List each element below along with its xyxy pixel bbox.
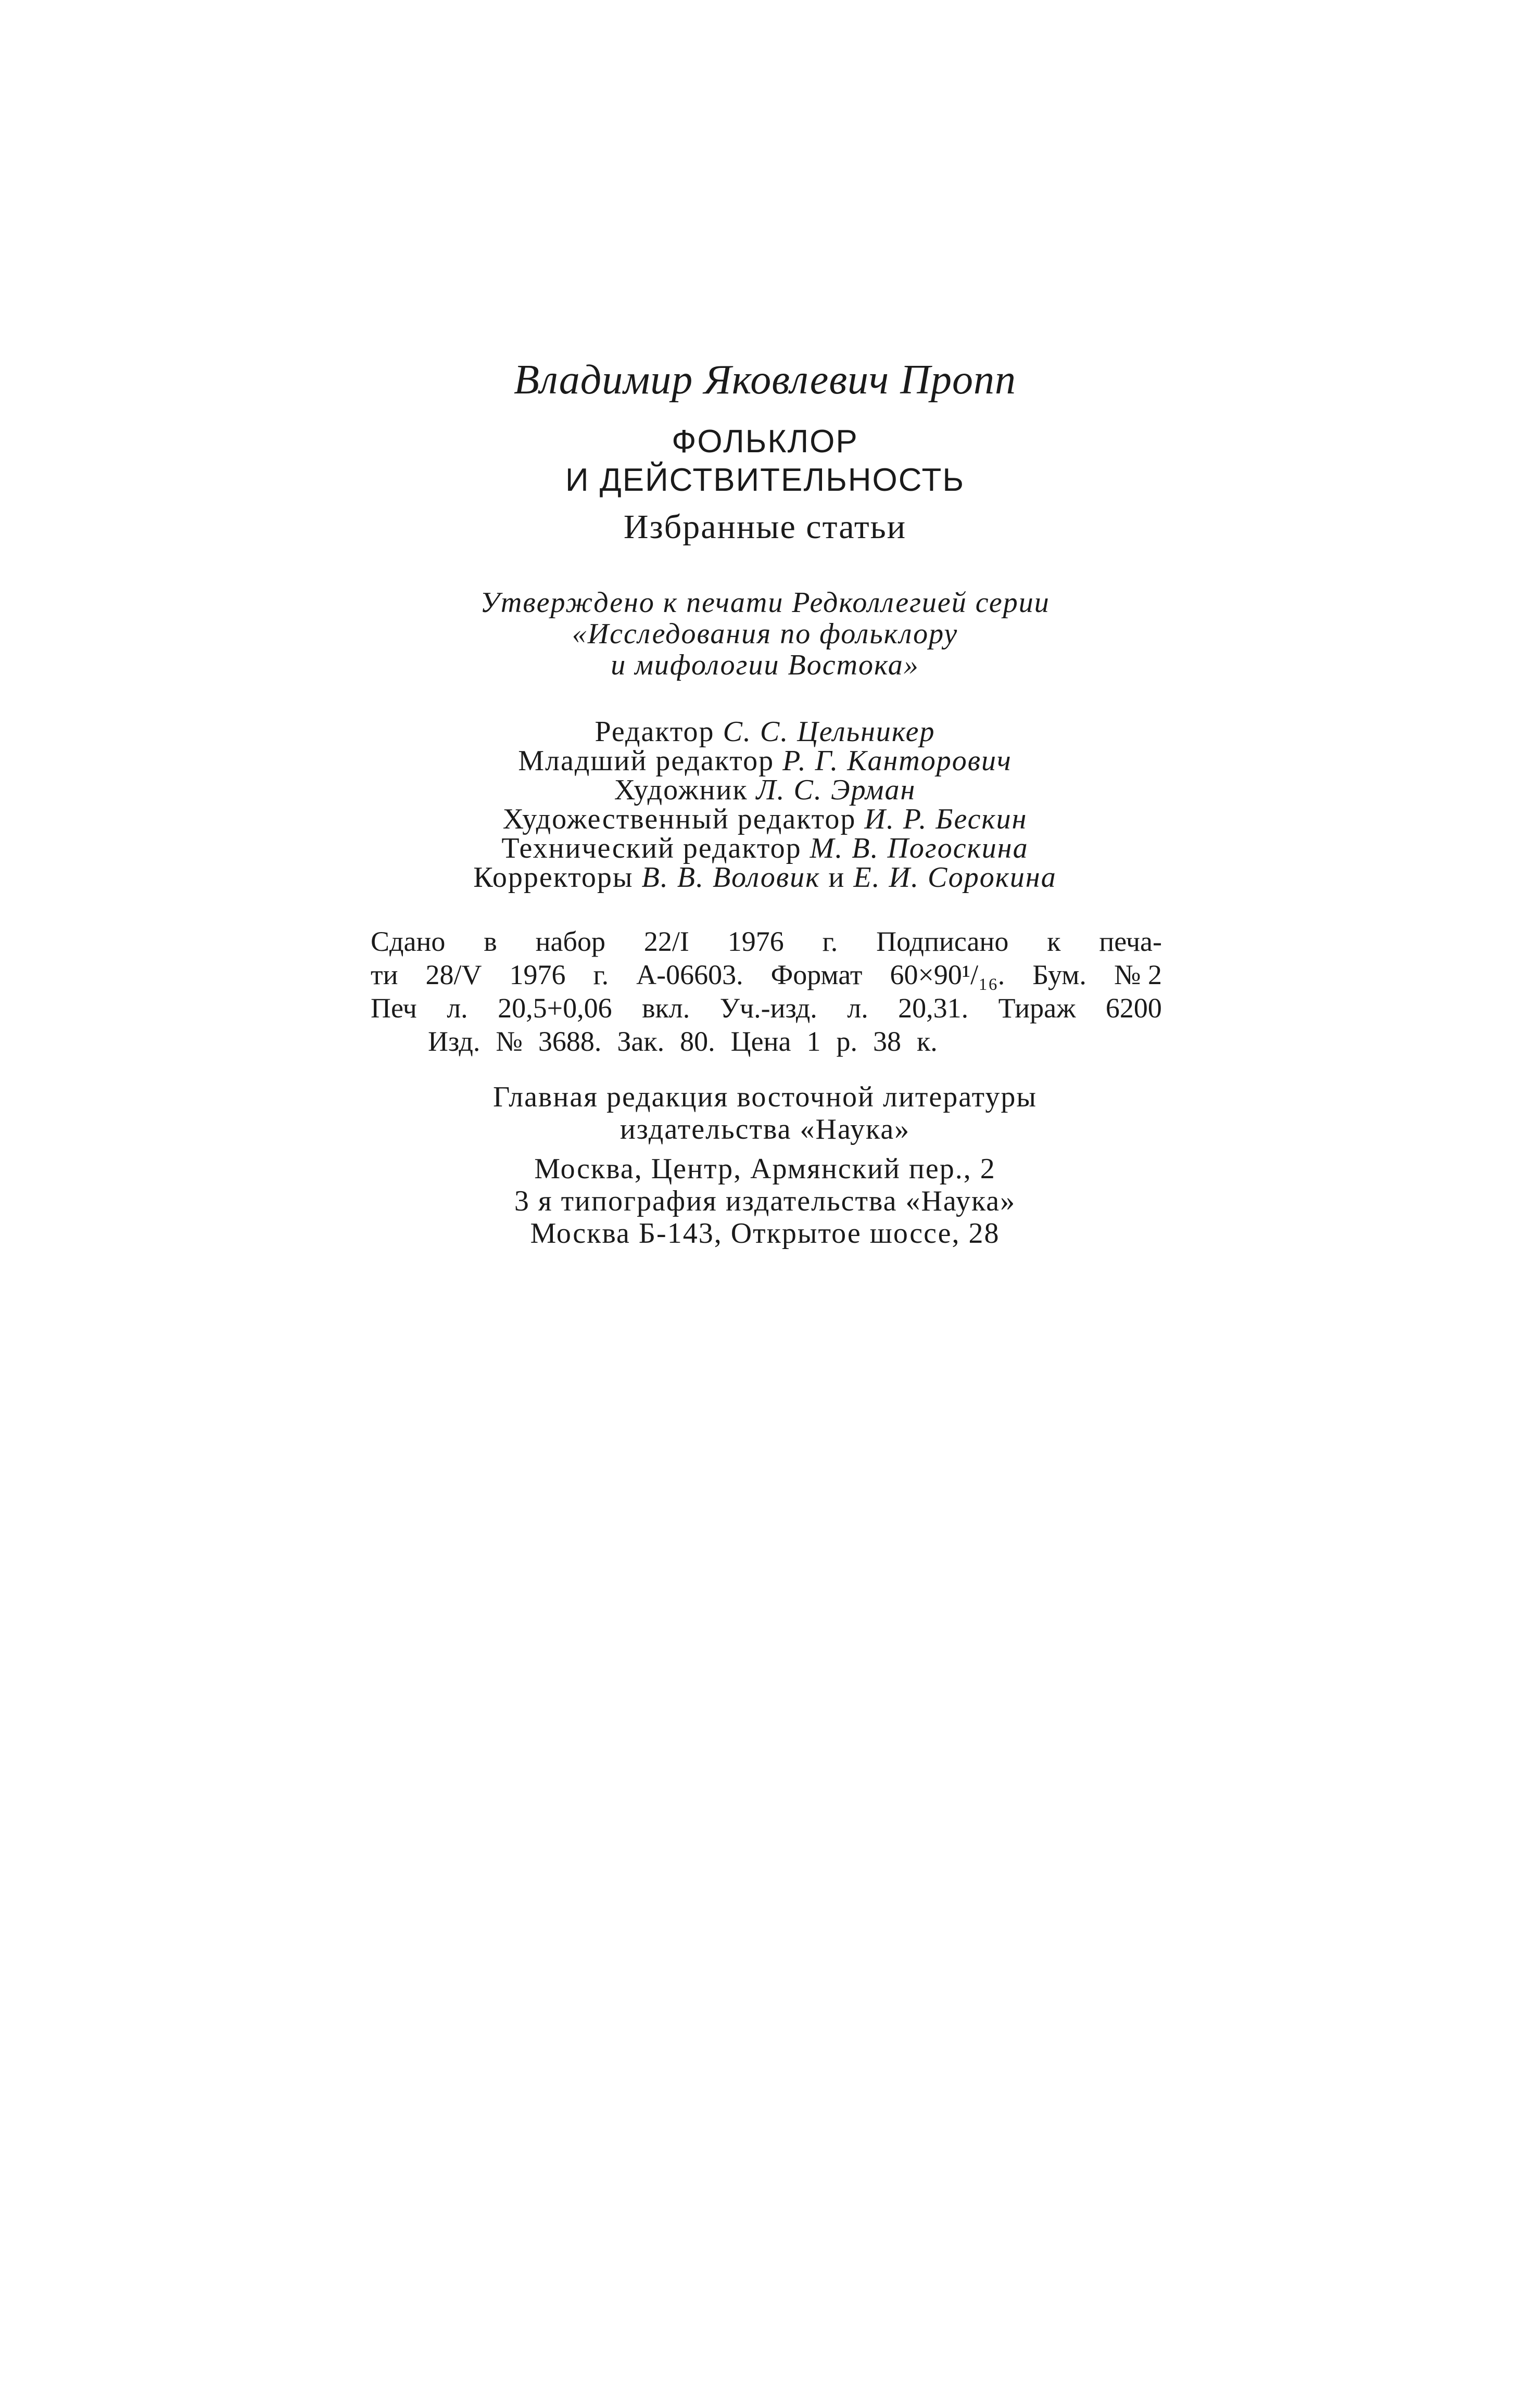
print-word: г.	[593, 959, 609, 990]
author-block	[0, 359, 1530, 401]
credit-names: Р. Г. Канторович	[782, 745, 1012, 777]
print-info-line	[371, 961, 1162, 994]
print-word: 6200	[1105, 992, 1162, 1024]
print-word: 80.	[680, 1026, 715, 1057]
print-word: 60×90¹/₁₆.	[890, 959, 1005, 990]
print-word: л.	[447, 992, 468, 1024]
credit-role: Художник	[614, 774, 748, 806]
print-word: л.	[847, 992, 868, 1024]
credit-line	[0, 805, 1530, 834]
credit-line	[0, 775, 1530, 805]
author-name: Владимир Яковлевич Пропп	[514, 357, 1016, 403]
address-line: 3 я типография издательства «Наука»	[514, 1185, 1016, 1217]
credit-role: Корректоры	[473, 861, 634, 894]
credit-role: Младший редактор	[518, 745, 775, 777]
print-word: 38	[873, 1026, 901, 1057]
print-word: 3688.	[538, 1026, 602, 1057]
book-title-line-1: ФОЛЬКЛОР	[672, 424, 858, 460]
credit-names: Л. С. Эрман	[756, 774, 916, 806]
credit-role: Редактор	[595, 716, 715, 748]
publisher-line: издательства «Наука»	[619, 1113, 911, 1145]
credit-line	[0, 863, 1530, 892]
address-line: Москва Б-143, Открытое шоссе, 28	[530, 1217, 1000, 1250]
print-word: 1976	[727, 926, 784, 957]
print-info-block	[371, 927, 1162, 1061]
approval-line: и мифологии Востока»	[611, 649, 919, 681]
print-word: Подписано	[876, 926, 1009, 957]
credit-names: И. Р. Бескин	[864, 803, 1028, 835]
print-word: 1976	[509, 959, 566, 990]
print-word: набор	[535, 926, 605, 957]
credit-line	[0, 834, 1530, 863]
print-word: к.	[916, 1026, 938, 1057]
print-word: Тираж	[998, 992, 1076, 1024]
book-subtitle: Избранные статьи	[623, 508, 907, 546]
approval-note	[0, 588, 1530, 682]
credit-role: Технический редактор	[501, 832, 802, 864]
credit-line	[0, 746, 1530, 775]
print-word: р.	[836, 1026, 857, 1057]
print-word: 20,5+0,06	[498, 992, 612, 1024]
print-word: Изд.	[428, 1026, 481, 1057]
print-info-line	[371, 1027, 1162, 1061]
print-word: 20,31.	[898, 992, 969, 1024]
print-word: Формат	[770, 959, 863, 990]
print-word: 22/I	[643, 926, 689, 957]
credit-role: Художественный редактор	[502, 803, 856, 835]
print-word: № 2	[1114, 959, 1162, 990]
print-word: к	[1047, 926, 1061, 957]
print-word: Печ	[371, 992, 417, 1024]
print-word: ти	[371, 959, 398, 990]
print-word: 28/V	[425, 959, 482, 990]
print-word: Цена	[730, 1026, 791, 1057]
print-word: 1	[806, 1026, 821, 1057]
print-info-line	[371, 927, 1162, 961]
publisher-block	[0, 1082, 1530, 1147]
print-word: Уч.-изд.	[719, 992, 817, 1024]
print-info-line	[371, 994, 1162, 1027]
publisher-line: Главная редакция восточной литературы	[492, 1081, 1038, 1113]
print-word: Зак.	[617, 1026, 665, 1057]
print-word: №	[496, 1026, 523, 1057]
address-line: Москва, Центр, Армянский пер., 2	[534, 1153, 996, 1185]
credit-line	[0, 717, 1530, 746]
credit-joiner: и	[828, 861, 845, 894]
print-word: печа-	[1099, 926, 1162, 957]
print-word: А-06603.	[636, 959, 743, 990]
print-word: Бум.	[1032, 959, 1086, 990]
credit-names: Е. И. Сорокина	[853, 861, 1057, 894]
approval-line: Утверждено к печати Редколлегией серии	[480, 587, 1050, 619]
credit-names: М. В. Погоскина	[810, 832, 1029, 864]
book-title-block	[0, 426, 1530, 544]
book-title-line-2: И ДЕЙСТВИТЕЛЬНОСТЬ	[565, 462, 965, 498]
print-word: г.	[822, 926, 838, 957]
print-word: вкл.	[642, 992, 690, 1024]
print-word: в	[484, 926, 497, 957]
credit-names: С. С. Цельникер	[723, 716, 935, 748]
address-block	[0, 1154, 1530, 1251]
credits-block	[0, 717, 1530, 892]
credit-names: В. В. Воловик	[641, 861, 820, 894]
approval-line: «Исследования по фольклору	[572, 618, 958, 650]
print-word: Сдано	[371, 926, 446, 957]
